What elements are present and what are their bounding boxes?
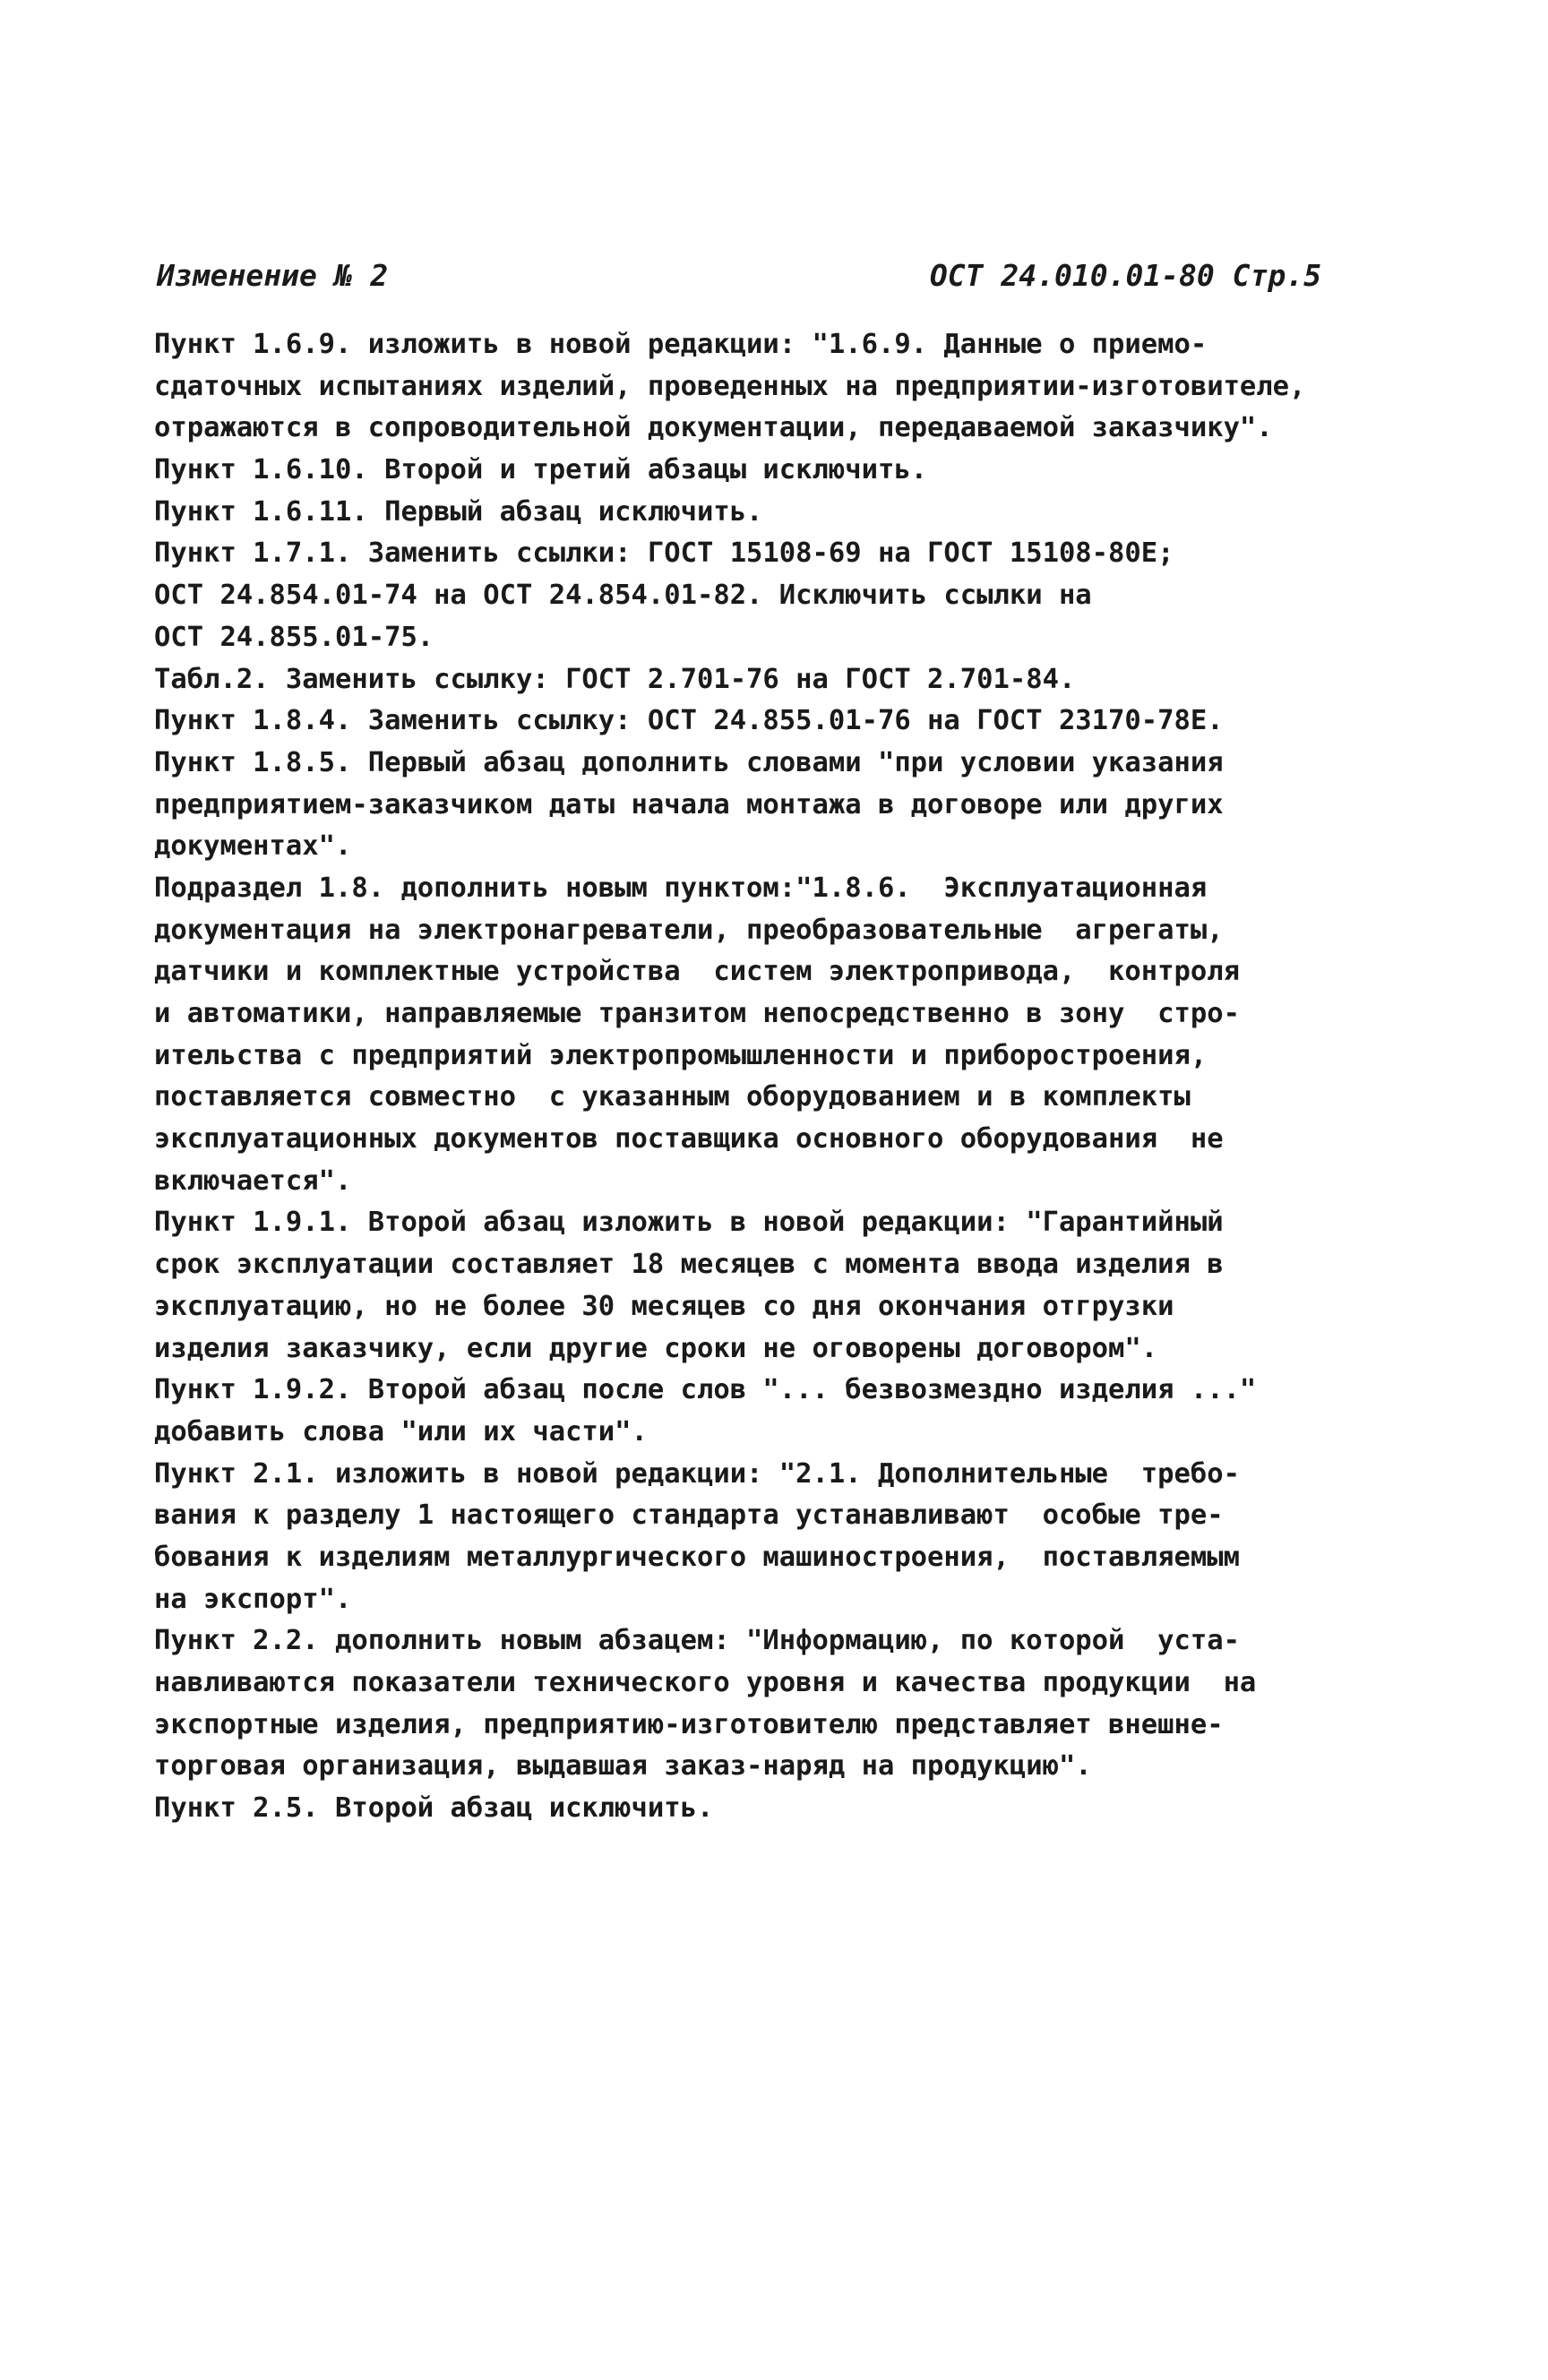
text-line: ОСТ 24.855.01-75. xyxy=(154,621,434,653)
text-line: добавить слова "или их части". xyxy=(154,1415,648,1448)
text-line: Табл.2. Заменить ссылку: ГОСТ 2.701-76 на ГОСТ 2.701-84. xyxy=(154,663,1076,695)
change-number: Изменение № 2 xyxy=(157,258,389,293)
text-line: Пункт 1.7.1. Заменить ссылки: ГОСТ 15108-69 на ГОСТ 15108-80Е; xyxy=(154,537,1174,570)
text-line: Пункт 2.2. дополнить новым абзацем: "Информацию, по которой уста- xyxy=(154,1625,1240,1657)
page-header xyxy=(157,258,1321,303)
text-line: предприятием-заказчиком даты начала монтажа в договоре или других xyxy=(154,788,1224,821)
text-line: Пункт 1.6.11. Первый абзац исключить. xyxy=(154,495,763,528)
text-line: навливаются показатели технического уровня и качества продукции на xyxy=(154,1667,1257,1698)
text-line: Пункт 1.9.2. Второй абзац после слов "... безвозмездно изделия ..." xyxy=(154,1374,1257,1406)
standard-reference: ОСТ 24.010.01-80 Стр.5 xyxy=(929,258,1321,293)
text-line: бования к изделиям металлургического машиностроения, поставляемым xyxy=(154,1541,1240,1573)
text-line: и автоматики, направляемые транзитом непосредственно в зону стро- xyxy=(154,998,1240,1029)
text-line: Пункт 1.8.5. Первый абзац дополнить словами "при условии указания xyxy=(154,746,1224,778)
text-line: вания к разделу 1 настоящего стандарта устанавливают особые тре- xyxy=(154,1499,1224,1532)
text-line: на экспорт". xyxy=(154,1583,352,1615)
text-line: документация на электронагреватели, преобразовательные агрегаты, xyxy=(154,914,1224,946)
text-line: документах". xyxy=(154,830,352,863)
text-line: торговая организация, выдавшая заказ-наряд на продукцию". xyxy=(154,1750,1092,1783)
text-line: ительства с предприятий электропромышленности и приборостроения, xyxy=(154,1039,1208,1071)
text-line: ОСТ 24.854.01-74 на ОСТ 24.854.01-82. Исключить ссылки на xyxy=(154,580,1092,612)
text-line: Пункт 1.8.4. Заменить ссылку: ОСТ 24.855.01-76 на ГОСТ 23170-78Е. xyxy=(154,705,1224,737)
text-line: Пункт 1.9.1. Второй абзац изложить в новой редакции: "Гарантийный xyxy=(154,1207,1224,1239)
text-line: датчики и комплектные устройства систем электропривода, контроля xyxy=(154,956,1240,988)
text-line: Подраздел 1.8. дополнить новым пунктом:"1.8.6. Эксплуатационная xyxy=(154,872,1208,904)
text-line: отражаются в сопроводительной документации, передаваемой заказчику". xyxy=(154,412,1273,444)
text-line: включается". xyxy=(154,1164,352,1197)
text-line: срок эксплуатации составляет 18 месяцев с момента ввода изделия в xyxy=(154,1249,1224,1281)
text-line: Пункт 1.6.10. Второй и третий абзацы исключить. xyxy=(154,454,928,486)
text-line: эксплуатацию, но не более 30 месяцев со дня окончания отгрузки xyxy=(154,1290,1174,1322)
document-body xyxy=(154,324,1328,1830)
text-line: поставляется совместно с указанным оборудованием и в комплекты xyxy=(154,1081,1191,1113)
text-line: сдаточных испытаниях изделий, проведенных на предприятии-изготовителе, xyxy=(154,370,1306,402)
text-line: изделия заказчику, если другие сроки не оговорены договором". xyxy=(154,1332,1158,1364)
text-line: Пункт 2.1. изложить в новой редакции: "2.1. Дополнительные требо- xyxy=(154,1457,1240,1490)
text-line: Пункт 2.5. Второй абзац исключить. xyxy=(154,1792,714,1825)
text-line: эксплуатационных документов поставщика основного оборудования не xyxy=(154,1123,1224,1156)
text-line: экспортные изделия, предприятию-изготовителю представляет внешне- xyxy=(154,1708,1224,1740)
text-line: Пункт 1.6.9. изложить в новой редакции: "1.6.9. Данные о приемо- xyxy=(154,329,1208,360)
